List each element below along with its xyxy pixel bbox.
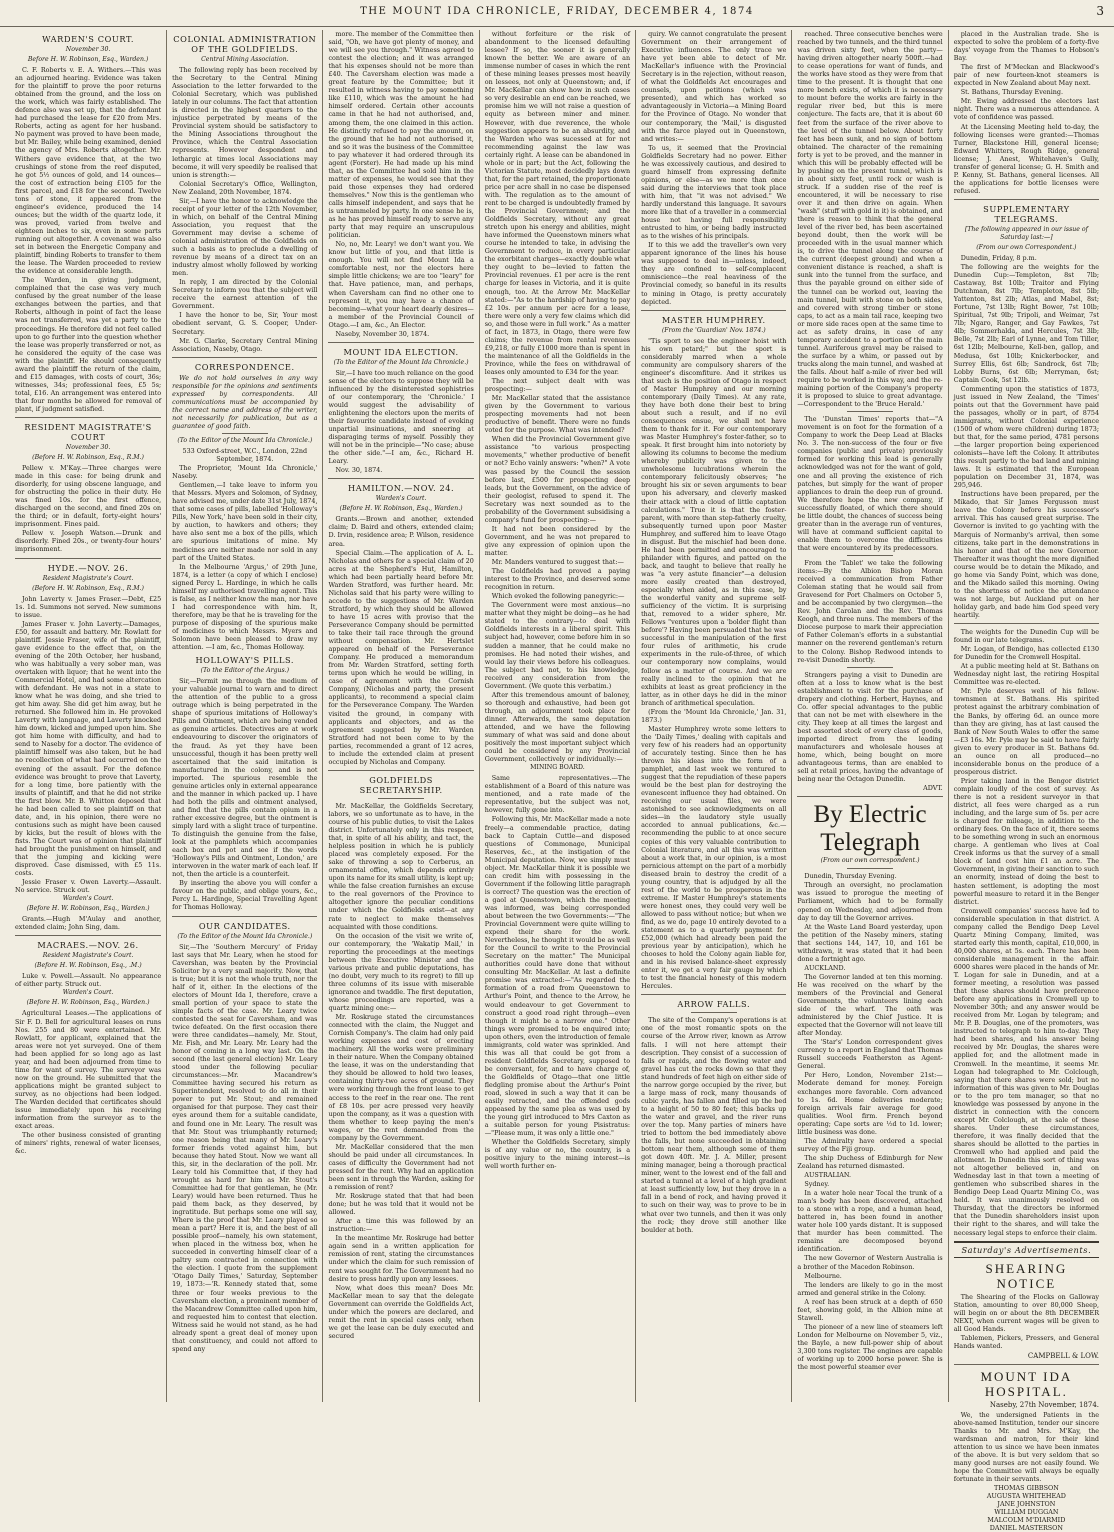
paragraph: Grants.—Hugh M'Aulay and another, extended claim; John Sing, dam. (15, 915, 162, 932)
article-body (172, 677, 317, 911)
ad-body: The Shearing of the Flocks on Galloway Station, amounting to over 80,000 Sheep, will begin on or about the 8th DECEMBER NEXT, when current wages will be given to all Good Hands. (953, 1292, 1100, 1333)
letter-salutation: The Proprietor, 'Mount Ida Chronicle,' Naseby. (172, 464, 318, 481)
article-body (172, 66, 317, 353)
column-7 (948, 30, 1104, 1532)
ad-signature: CAMPBELL & LOW. (1027, 1351, 1100, 1360)
divider (15, 558, 161, 559)
ad-body: Tablemen, Pickers, Pressers, and General Hands wanted. (953, 1333, 1100, 1350)
paragraph: Melbourne. (804, 1271, 842, 1280)
paragraph: In the Melbourne 'Argus,' of 29th June, 1874, is a letter (a copy of which I enclose) signed Percy L. Hardinge, in which he calls himself my authorised travelling agent. This is false, as I neither know the man, nor have I had correspondence with him. It, therefore, may be that he is traveling for the purpose of disposing of the spurious make of medicines to which Messrs. Myers and Solomon have been pleased to draw my attention. —I am, &c., Thomas Holloway. (172, 562, 318, 652)
paragraph: On the occasion of the visit we write of, our contemporary, the 'Wakatip Mail,' in reporting the proceedings at the meetings between the Executive Minister and the various private and public deputations, has (no doubt, very much to its regret) to fill up three columns of its issue with miserable ignorance and twaddle. The first deputation, whose proceedings are reported, was a quartz mining one:— (328, 931, 474, 1013)
paragraph: Mr. Roskruge stated that that had been done; but he was told that it would not be allowed. (328, 1192, 474, 1217)
paragraph: I have the honor to be, Sir, Your most obedient servant, G. S. Cooper, Under-Secretary. (172, 311, 318, 336)
subheading: MINING BOARD. (530, 764, 585, 772)
paragraph: A reef has been struck at a depth of 650 feet, showing gold, in the Albion mine at Stawell. (797, 1297, 943, 1322)
paragraph: In the meantime Mr. Roskruge had better again send in a written application for remission of rent, stating the circumstances under which the claim for such remission of rent was sought for. The Government had no desire to press hardly upon any lessees. (328, 1234, 474, 1283)
paragraph: Special Claim.—The application of A. L. Nicholas and others for a special claim of 20 acres at the Shepherd's Hut, Hamilton, which had been partially heard before Mr. Warden Stratford, was further heard. Mr. Nicholas said that his party were willing to accede to the suggestions of Mr. Warden Stratford, by which they should be allowed to have 15 acres with proviso that the Perseverance Company should be permitted to take their tail race through the ground without compensation. Mr. Hertslet appeared on behalf of the Perseverance Company. He produced a memorandum from Mr. Warden Stratford, setting forth terms upon which he would be willing, in case of agreement with the Cornish Company, (Nicholas and party, the present applicants), to recommend a special claim for the Perseverance Company. The Warden visited the ground, in company with applicants and objectors, and as the agreement suggested by Mr. Warden Stratford had not been come to by the parties, recommended a grant of 12 acres, to include the extended claim at present occupied by Nicholas and Company. (328, 548, 474, 766)
article-body (328, 369, 473, 475)
paragraph: The following are the weights for the Dunedin Cup:—Templeton, 8st 7lb; Castaway, 8st 10lb; Traitor and Flying Dutchman, 8st 7lb; Templeton, 8st 5lb; Yattenton, 8st 2lb; Atlas, and Mabel, 8st; Fortune, 7st 13lb; Right Bower, 7st 10lb; Spiritual, 7st 9lb; Tripoli, and Weimar, 7st 7lb; Ngaro, Ranger, and Gay Fawkes, 7st 4lb; Sommerhalda, and Hercules, 7st 3lb; Belle, 7st 2lb; Earl of Lynne, and Tom Tiller, 6st 12lb; Melbourne, Kell-ben, gallop, and Medusa, 6st 10lb; Knickerbocker, and Surrey Ellis, 6st 6lb; Sandrock, 6st 7lb; Lobby Burns, 6st 6lb; Merryman, 6st; Captain Cook, 5st 12lb. (953, 262, 1100, 384)
paragraph: Mr. MacKellar, the Goldfields Secretary, labors, we so unfortunate as to have, in the course of his public duties, to visit the Lakes district. Unfortunately only in this respect, that, in spite of all his ability, and tact, the helpless position in which he is publicly placed was completely exposed. For the sake of throwing a sop to Cerberus, an ornamental office, which depends entirely upon its name for its small utility, is kept up; while the false creation furnishes an excuse to the real governors of the Province to altogether ignore the peculiar conditions under which the Goldfields exist—at any rate to neglect to make themselves acquainted with those conditions. (328, 801, 474, 931)
paragraph: The Government were most anxious—no matter what they might be doing—as he had stated to the contrary—to deal with Goldfields interests in a liberal spirit. This subject had, however, come before him in so sudden a manner, that he could make no promises. He had noted their wishes, and would lay their views before his colleagues. The subject had not, to his knowledge, received any consideration from the Government. (We quote this verbatim.) (484, 601, 631, 690)
page-number: 3 (1096, 4, 1104, 18)
paragraph: Whether the Goldfields Secretary, simply is of any value or no, the country, is a positive injury to the mining interest—is well worth further en- (484, 1138, 631, 1171)
paragraph: The Goldfields had proved a paying interest to the Province, and deserved some recognition in return. (484, 567, 631, 592)
signature-name: WILLIAM DUGGAN (994, 1508, 1059, 1517)
hospital-title: MOUNT IDA HOSPITAL. (980, 1368, 1073, 1399)
letter-header: (To the Editor of the Mount Ida Chronicle.) (333, 358, 469, 366)
article-body (15, 595, 161, 895)
paragraph: The pioneer of a new line of steamers left London for Melbourne on November 5, viz., the Bayle, a new full-power ship of about 3,300 tons register. The engines are capable of working up to 2000 horse power. She is the most powerful steamer ever (797, 1322, 943, 1372)
bench-line: Before H. W. Robinson, Esq., Warden.) (27, 56, 149, 63)
article-body (328, 515, 473, 765)
paragraph: Agricultural Leases.—The applications of Sir F. D. Bell for agricultural leases on runs Nos. 255 and 80 were entertained. Mr. Rowlatt, for applicant, explained that the areas were not yet surveyed. One of them had been applied for so long ago as last year, and had been adjourned from time to time for want of survey. The surveyor was now on the ground. He submitted that the applications might be granted subject to survey, as no objections had been lodged. The Warden decided that certificates should issue immediately upon his receiving information from the surveyor as to the exact areas. (15, 1009, 162, 1131)
paragraph: Same representatives.—The establishment of a Board of this nature was mentioned, and a rate made of the representative, but the subject was not, however, fully gone into. (484, 774, 631, 815)
paragraph: Commenting upon the statistics of 1873, just issued in New Zealand, the 'Times' points out that the Government have paid the passages, wholly or in part, of 8754 immigrants, without Colonial experience (1500 of whom were children) during 1873; but that, for the same period, 4781 persons—the larger proportion being experienced colonists—have left the Colony. It attributes this result partly to the bad land and mining laws. It is estimated that the European population on December 31, 1874, was 295,946. (953, 384, 1100, 490)
article-body (15, 972, 161, 988)
divider (954, 199, 1099, 200)
paragraph: Jessie Fraser v. Owen Laverty.—Assault. No service. Struck out. (15, 878, 162, 895)
divider (328, 478, 473, 479)
article-body (172, 481, 317, 651)
wardens-court-heading: WARDEN'S COURT. (42, 34, 135, 44)
paragraph: After a time this was followed by an instruction:— (328, 1217, 474, 1234)
article-body (172, 943, 317, 1353)
paragraph: James Fraser v. John Laverty.—Damages, £50, for assault and battery. Mr. Rowlatt for plaintiff. Jessie Fraser, wife of the plaintiff, gave evidence to the effect that, on the evening of the 20th October, her husband, who was habitually a very sober man, was overtaken with liquor; that he went into the Commercial Hotel, and had some altercation with defendant. He was not in a state to know what he was doing, and she tried to get him away. She did get him away, but he returned. She followed him in. He provoked Laverty with language, and Laverty knocked him down, kicked and jumped upon him. She got him home with difficulty, and had to send to Naseby for a doctor. The evidence of plaintiff himself was also taken, but he had no recollection of what had occurred on the evening of the assault. For the defence evidence was brought to prove that Laverty, for a long time, bore patiently with the insults of plaintiff, and that he did not strike the first blow. Mr. B. Whitton deposed that he had been called to see plaintiff on that date, and, in his opinion, there were no contusions such as might have been caused by kicks, but the result of blows with the fists. The Court was of opinion that plaintiff had brought the punishment on himself, and that the jumping and kicking were disproved. Case dismissed, with £5 11s. costs. (15, 619, 162, 878)
article-body (328, 30, 473, 338)
divider (641, 310, 786, 311)
dateline: November 30. (65, 444, 111, 452)
signatures (954, 1484, 1099, 1532)
election-heading: MOUNT IDA ELECTION. (343, 346, 459, 357)
paragraph: Following this, Mr. MacKellar made a note freely—a commendable practice, dating back to Captain Cuttle—and disposed questions of Commonage, Municipal Reserves, &c., at the instigation of the Municipal deputation. Now, we simply must object. Mr. MacKellar think it is possible we can credit him with possessing in the Government if the following little paragraph is correct? The question was the erection of a gaol at Queenstown, which the meeting was informed, was being corresponded about between the two Governments:—"The Provincial Government were quite willing to expend their share for the work. Nevertheless, he thought it would be as well for the Council to write to the Provincial Secretary on the matter." The Municipal authorities could have done that without consulting Mr. MacKellar. At last a definite promise was extracted:—"As regarded the formation of a road from Queenstown to Arthur's Point, and thence to the Arrow, he would endeavour to get Government to construct a good road right through—even though it might be a narrow one." Other things were promised to be enquired into; upon others, even the introduction of female immigrants, cold water was sprinkled. And this was all that could be got from a resident Goldfields Secretary, supposed to be conversant, for, and to have charge of, the Goldfields of Otago—that one little fledgling promise about the Arthur's Point road, slowed in such a way that it can be easily retracted, and the offended gods appeased by the same plea as was used by the young girl introduced to Mrs Caxton as a suitable person for young Pisistratus:—"Please mum, it was only a little one." (484, 815, 631, 1138)
paragraph: Pellew v. Joseph Watson.—Drunk and disorderly. Fined 20s., or twenty-four hours' imprisonment. (15, 529, 162, 554)
divider (328, 342, 473, 343)
news-item: Strangers paying a visit to Dunedin are often at a loss to know what is the best establishment to visit for the purchase of drapery and clothing. Herbert, Haynes, and Co. offer special advantages to the public that can not be met with elsewhere in the city. They keep at all times the largest and best assorted stock of every class of goods, imported direct from the leading manufacturers and wholesale houses at home, which, being bought on more advantageous terms, than are enabled to sell at retail prices, having the advantage of being near the Octagon Dunedin. (797, 670, 943, 784)
paragraph: The following reply has been received by the Secretary to the Central Mining Association to the letter forwarded to the Colonial Secretary, which was published lately in our columns. The fact that attention is directed in the highest quarters to the injustice perpetrated by means of the Provincial system should be satisfactory to the Mining Associations throughout the Province, which the Central Association represents. However despondent and lethargic at times local Associations may become, it will very speedily be realised that union is strength:— (172, 66, 318, 179)
paragraph: To us, it seemed that the Provincial Goldfields Secretary had no power. Either he was excessively cautious, and desired to guard himself from expressing definite opinions, or else—as we more than once said during the interviews that took place with him, that "it was not advised." We hardly understand this language. It savours more like that of a traveller in a commercial house not having full responsibility entrusted to him, or being badly instructed as to the wishes of his principals. (641, 143, 787, 241)
divider (954, 1364, 1099, 1365)
source-line: (From the 'Guardian' Nov. 1874.) (661, 326, 766, 334)
paragraph: (From the 'Mount Ida Chronicle,' Jan. 31, 1873.) (641, 707, 787, 724)
bench-line: (Before H. W. Robinson, Esq., Warden.) (26, 999, 150, 1007)
news-item: The 'Dunstan Times' reports that—"A movement is on foot for the formation of a Company to work the Deep Lead at Blacks No. 3. The non-success of the four or five companies (public and private) previously formed for working this lead is generally acknowledged was not for the want of gold, one and all proving the existence of rich patches, but simply for the want of proper appliances to drain the deep run of ground. We therefore hope the new company, if successfully floated, of which there should be little doubt, the chances of success being greater than in the average run of ventures, will have at command sufficient capital to enable them to overcome the difficulties that were encountered by its predecessors. (797, 415, 943, 552)
divider (15, 935, 161, 936)
paragraph: Mr. Roskruge stated the circumstances connected with the claim, the Nugget and Cornish Company's. The claim had only paid working expenses and cost of erecting machinery. All the works were preliminary in their nature. When the Company obtained the lease, it was on the understanding that they should be allowed to hold two leases, containing thirty-two acres of ground. They were working through the front lease to get access to the reef in the rear one. The rent of £8 10s. per acre pressed very heavily upon the company, as it was a question with them whether to keep paying the men's wages, or the rent demanded from the company by the Government. (328, 1013, 474, 1142)
columns (10, 30, 1104, 1532)
article-body (485, 774, 630, 1170)
paragraph: Dunedin, Thursday Evening. (804, 872, 897, 881)
news-item: From the 'Tablet' we take the following items:—By the Albion Bishop Moran received a communication from Father Coleman stating that he would sail from Gravesend for Port Chalmers on October 5, and be accompanied by two clergymen—the Rev. John Carolan and the Rev. Thomas Keogh, and three nuns. The members of the Diocese purpose to mark their appreciation of Father Coleman's efforts in a substantial manner on the reverend gentleman's return to the Colony. Bishop Redwood intends to re-visit Dunedin shortly. (797, 559, 943, 664)
paragraph: By inserting the above you will confer a favour on the public, and oblige yours, &c., Percy L. Hardinge, Special Travelling Agent for Thomas Holloway. (172, 879, 318, 912)
local-notes (954, 628, 1099, 1237)
ads-banner (954, 1241, 1099, 1258)
paragraph: At the Waste Land Board yesterday, upon the petition of the Naseby miners, stating that sections 144, 147, 10, and 161 be withdrawn, it was stated that it had been done a fortnight ago. (797, 922, 943, 963)
paragraph: reached. Three consecutive benches were reached by two tunnels, and the third tunnel was driven sixty feet, when the party—having driven altogether nearly 500ft.—had to cease operations for want of funds, and the works have stood as they were from that time to the present. It is thought that one more bench exists, of which it is necessary to mount before the works are fairly in the regular river bed, but this is mere conjecture. The facts are, that it is about 60 feet from the surface of the river above to the level of the tunnel below. About forty feet has been sunk, and no sign of bottom obtained. The character of the remaining forty is yet to be proved, and the manner in which this will be probably effected will be by pushing on the present tunnel, which is in about sixty feet, until rock or wash is struck. If a sudden rise of the reef is encountered, it will be necessary to rise over it and then drive on again. When "wash" (stuff with gold in it) is obtained, and there is reason to think that the general level of the river bed, has been ascertained beyond doubt, then the work will be proceeded with in the usual manner which is, to drive the tunnel along the course of the current (deepest ground) and when a convenient distance is reached, a shaft is sunk into the tunnel from the surface, and thus the payable ground on either side of the tunnel can be worked out, leaving the main tunnel, built with stone on both sides, and covered with strong timber or stone caps, to act as a main tail race, keeping two or more side races open at the same time to act as safety drains, in case of any temporary accident to a portion of the main tunnel. Auriferous gravel may be raised to the surface by a whim, or passed out by trucks along the main tunnel, and washed at the falls. About half a-mile of river bed will require to be worked in this way, and the re-maining portion of the Company's property it is proposed to sluice to great advantage.—Correspondent to the 'Bruce Herald.' (797, 30, 943, 409)
divider (691, 1012, 737, 1013)
paragraph: In a water hole near Tocal the trunk of a man's body has been discovered, attached to a stone with a rope, and a human head, battered in, has been found in another water hole 100 yards distant. It is supposed that murder has been committed. The remains are decomposed beyond identification. (797, 1189, 943, 1254)
paragraph: At a public meeting held at St. Bathans on Wednesday night last, the retiring Hospital Committee was re-elected. (953, 662, 1100, 687)
masthead-title: THE MOUNT IDA CHRONICLE, FRIDAY, DECEMBER 4, 1874 (360, 6, 754, 17)
bench-line: (Before H. W. Robinson, Esq., R.M.) (32, 454, 144, 462)
colonial-heading: COLONIAL ADMINISTRATION OF THE GOLDFIELDS. (173, 34, 317, 54)
paragraph: Mr. MacKellar stated that the assistance given by the Government to various prospecting movements had not been productive of benefit. There were no funds voted for the purpose. What was intended? (484, 394, 631, 435)
rm-court-heading: RESIDENT MAGISTRATE'S COURT (24, 422, 152, 443)
paragraph: Master Humphrey wrote some letters to the 'Daily Times,' dealing with capitals and very few of his readers had an opportunity of accurately testing. Since then he has thrown his ideas into the form of a pamphlet, and last week we ventured to suggest that the repudiation of these papers would be the best plan for destroying the evanescent influence they had obtained. On receiving our usual files, we were astonished to see acknowledgments on all sides—in the laudatory style usually accorded to annual publications, &c.—recommending the public to at once secure copies of this very valuable contribution to Colonial literature, and all this was written about a work that, in our opinion, is a most pernicious attempt on the part of a morbidly diseased brain to destroy the credit of a young country, that is adjudged by all the rest of the world to be prosperous in the extreme. If Master Humphrey's statements were honest ones, they could very well be allowed to pass without notice; but when we find, as we do, page 10 entirely devoted to a statement as to a quarterly payment for £52,000 (which had already been paid the previous year by anticipation), which he chooses to hold the Colony again liable for, and in his revised balance-sheet expressly enter it, we get a very fair gauge by which to test the financial honesty of this modern Hercules. (641, 724, 787, 991)
hospital-advertisement (954, 1369, 1099, 1532)
paragraph: Mr. Manders ventured to suggest that:— (491, 558, 624, 567)
paragraph: Sir,—I have the honor to acknowledge the receipt of your letter of the 12th November, in which, on behalf of the Central Mining Association, you request that the Government may devise a scheme of colonial administration of the Goldfields on such a basis as to preclude a dwelling of revenue by means of a direct tax on an industry almost wholly followed by working men. (172, 196, 318, 278)
paragraph: The Warden, in giving judgment, complained that the case was very much confused by the great number of the lease exchanges between the parties, and that Roberts, although in point of fact the lease was not transferred, was yet a party to the proceedings. He therefore did not feel called upon to go further into the question whether the lease was properly transferred or not, as he considered the equity of the case was with the plaintiff. He should consequently award the plaintiff the return of the claim, and £15 damages, with costs of court, 36s; witnesses, 34s; professional fees, £5 5s; total, £16. An arrangement was entered into that four months be allowed for removal of plant, if judgment satisfied. (15, 276, 162, 413)
bench-line: (Before H. W. Robinson, Esq., R.M.) (32, 584, 144, 592)
paragraph: AUSTRALIAN. (804, 1171, 852, 1179)
advt-mark: ADVT. (923, 784, 943, 793)
court-name: Resident Magistrate's Court. (42, 952, 134, 960)
subheading: Central Mining Association. (201, 56, 289, 63)
humphrey-heading: MASTER HUMPHREY. (661, 314, 766, 325)
article-body (15, 1009, 161, 1155)
bench-line: (Before H. W. Robinson, Esq., Warden.) (339, 505, 463, 513)
paragraph: Cromwell companies' success have led to considerable speculation in that district. A company called the Bendigo Deep Level Quartz Mining Company, limited, was started early this month, capital, £10,000, in 40,000 shares, at 5s. each. There has been considerable management in the affair. 6000 shares were placed in the hands of Mr. T. Logan for sale in Dunedin, and at a former meeting, a resolution was passed that these shares should have preference before any applications in Cromwell up to November 30th; and any answer would be received from Mr. Logan by telegram; and Mr. P. B. Douglas, one of the promoters, was instructed to telegraph to him to-day. They had been shares, and his answer being received by Mr. Douglas, the shares were applied for, and the allotment made in Cromwell. In the meantime, it seems Mr. Logan had telegraphed to Mr. Colclough, saying that there shares were sold; but no information of this was given to Mr. Douglas or to the pro tem manager, so that no knowledge was possessed by anyone in the district in connection with the concern except Mr. Colclough, at the sale of these shares. Under these circumstances, therefore, it was finally decided that the shares should be allotted to the parties in Cromwell who had applied and paid the allotment. In Dunedin this sort of thing was not altogether believed in, and on Wednesday last in that town a meeting of gentlemen who subscribed shares in the Bendigo Deep Lead Quartz Mining Co., was held. It was unanimously resolved on Thursday, that the directors be informed that the Dunedin shareholders insist upon their right to the shares, and will take the necessary legal steps to enforce their claim. (953, 906, 1100, 1237)
paragraph: After this tremendous amount of baloney, so thorough and exhaustive, had been got through, an adjournment took place for dinner. Afterwards, the same deputation attended, and we have the following summary of what was said and done about positively the most important subject which could be considered by any Provincial Government, collectively or individually:— (484, 690, 631, 764)
paragraph: Mr. Logan, of Bendigo, has collected £130 for Dunedin for the Cromwell Hospital. (953, 645, 1100, 662)
bench-line: (Before H. W. Robinson, Esq., Warden.) (26, 905, 150, 913)
divider (222, 433, 268, 434)
paragraph: "Tis sport to see the engineer hoist with his own petard;" but the sport is considerably marred when a whole community are compulsory sharers of the engineer's discomfiture. And it strikes us that such is the position of Otago in respect of Master Humphrey and our morning contemporary (Daily Times). At any rate, they have both done their best to bring about such a result, and if no evil consequences ensue, we shall not have them to thank for it. For our contemporary was Master Humphrey's foster-father, so to speak. It first brought him into notoriety by allowing its columns to become the medium whereby publicity was given to the unwholesome lucubrations wherein the contemporary felicitously observes; "he brought his six or seven arguments to bear upon his adversary, and cleverly masked their attack with a cloud of little captation calculations." True it is that the foster-parent, with more than step-fatherly cruelty, subsequently turned upon poor Master Humphrey, and suffered him to leave Otago in disgust. But the mischief had been done. He had been permitted and encouraged to philander with figures, and patted on the back, and taught to believe that really he was "a very astute financier"—a delusion more easily created than destroyed, especially when aided, as in this case, by the wonderful vanity and supreme self-sufficiency of the victim. It is surprising that, removed to a wider sphere, Mr. Fellows "ventures upon a 'bolder flight than before'? Having been persuaded that he was successful in the manipulation of the first four rules of arithmetic, his crude experiments in the rule-of-three, of which our contemporary now complains, would follow as a matter of course. And we are really inclined to the opinion that he exhibits at least as great proficiency in the latter, as in other days he did in the minor branch of arithmetical speculation. (641, 336, 787, 707)
divider (954, 623, 1099, 624)
column-5 (635, 30, 791, 1402)
paragraph: quiry. We cannot congratulate the present Government on their arrangement of Executive influences. The only trace we have yet been able to detect of Mr. MacKellar's influence with the Provincial Secretary is in the rejection, without reason, of what the Goldfields Act encourages and counsels, upon petitions (which was presented), and which has worked so advantageously in Victoria—a Mining Board for the Province of Otago. No wonder that our contemporary, the 'Mail,' is disgusted with the farce played out in Queenstown, and writes:— (641, 30, 787, 143)
paragraph: Gentlemen,—I take leave to inform you that Messrs. Myers and Solomon, of Sydney, have advised me, under date 31st July, 1874, that some cases of pills, labelled 'Holloway's Pills, New York,' have been sold in their city, by auction, to hawkers and others; they have also sent me a box of the pills, which are spurious imitations of mine. My medicines are neither made nor sold in any part of the United States. (172, 481, 318, 562)
divider (172, 916, 317, 917)
paragraph: John Laverty v. James Fraser.—Debt, £25 1s. 1d. Summons not served. New summons to issue. (15, 594, 162, 619)
paragraph: Sir,—I have too much reliance on the good sense of the electors to suppose they will be influenced by the disinterested sophistries of our contemporary, the 'Chronicle.' I would suggest the advisability of enlightening the electors upon the merits of their favourite candidate instead of evoking unpartial insinuations, and sneering at disparaging terms of myself. Possibly they will not be in the principle—"No case; abuse the other side."—I am, &c., Richard H. Leary. (328, 368, 474, 466)
signature-name: DANIEL MASTERSON (989, 1524, 1064, 1532)
masthead (0, 0, 1114, 27)
ad-dateline: Naseby, 27th November, 1874. (989, 1400, 1100, 1409)
divider (641, 994, 786, 995)
divider (15, 417, 161, 418)
column-2 (166, 30, 322, 1402)
paragraph: No, no, Mr. Leary! we don't want you. We know but little of you, and that little is enough. You will not find Mount Ida a comfortable nest, nor the electors here simple little chickens; we are too "leary" for that. Have patience, man, and perhaps, when Caversham can find no other one to represent it, you may have a chance of becoming—what your heart dearly desires—a member of the Provincial Council of Otago.—I am, &c., An Elector. (328, 240, 474, 329)
bench-line: (Before H. W. Robinson, Esq., .M.) (34, 962, 142, 970)
shearing-advertisement (954, 1261, 1099, 1360)
supplementary-heading: SUPPLEMENTARY TELEGRAMS. (983, 203, 1070, 224)
divider (797, 796, 942, 797)
paragraph: In reply, I am directed by the Colonial Secretary to inform you that the subject will receive the earnest attention of the Government. (172, 278, 318, 311)
paragraph: The Governor landed at ten this morning. He was received on the wharf by the members of the Provincial and General Governments, the volunteers lining each side of the wharf. The oath was administered by the Chief Justice. It is expected that the Governor will not leave till after Monday. (797, 972, 943, 1038)
paragraph: Dunedin, Friday, 8 p.m. (960, 253, 1037, 262)
letter-address: 533 Oxford-street, W.C., London, 22nd September, 1874. (182, 446, 308, 464)
signature-name: JANE JOHNSTON (997, 1500, 1056, 1509)
article-body (797, 872, 942, 1371)
column-4 (479, 30, 635, 1402)
paragraph: At the Licensing Meeting held to-day, the following licenses were granted:—Thomas Turner, Blackstone Hill, general license; Edward Whitters, Rough Ridge, general license; J. Anest, Whitehaven's Gully, transfer of general license; G. H. Smith and P. Kenny, St. Bathans, general licenses. All the applications for bottle licenses were refused. (953, 122, 1100, 195)
paragraph: Luke v. Powell.—Assault. No appearance of either party. Struck out. (15, 972, 162, 989)
article-body (328, 802, 473, 1340)
article-body (641, 337, 786, 991)
paragraph: The first of M'Meckan and Blackwood's pair of new fourteen-knot steamers is expected in New Zealand about May next. (953, 63, 1100, 88)
paragraph: The other business consisted of granting of miners' rights, renewal of water licenses, &c. (15, 1131, 162, 1156)
paragraph: Sir,—The 'Southern Mercury' of Friday last says that Mr. Leary, when he stood for Cavershan, was beaten by the Provincial Solicitor by a very small majority. Now, that is true; but it is not the whole truth, nor the half of it, either. In the elections of the electors of Mount Ida I, therefore, crave a small portion of your space to state the simple facts of the case. Mr. Leary twice contested the seat for Caversham, and was twice defeated. On the first occasion there were three candidates—namely, Mr. Stout, Mr. Fish, and Mr. Leary. Mr. Leary had the honor of coming in a long way last. On the second (the last general election) Mr. Leary stood under the following peculiar circumstances:—Mr. Macandrew's Committee having secured his return as Superintendent, resolved to do all in their power to put Mr. Stout; and remained organised for that purpose. They cast their eyes around them for a suitable candidate, and found one in Mr. Leary. The result was that Mr. Stout was triumphantly returned; one reason being that many of Mr. Leary's former friends voted against him, but because they hated Stout. Now we want all this, sir, in the declaration of the poll. Mr. Leary told his Committee that, if they had wrought as hard for him as Mr. Stout's Committee had for that gentleman, he (Mr. Leary) would have been returned. Thus he paid them back, as they deserved, by ingratitude. But perhaps some one will say, Where is the proof that Mr. Leary played so mean a part? Here it is, and the best of all possible proof—namely, his own statement, when placed in the witness box, when he succeeded in converting himself clear of a paltry sum contracted in connection with the election. I quote from the supplement 'Otago Daily Times,' Saturday, September 19, 1873:—'R. Kennedy stated that, some three or four weeks previous to the Caversham election, a prominent member of the Macandrew Committee called upon him, and requested him to contest that election. Witness said he would not stand, as he had already spent a great deal of money upon that constituency, and could not afford to spend any (172, 942, 318, 1353)
telegraph-heading: By Electric Telegraph (813, 801, 927, 857)
divider (847, 411, 893, 412)
paragraph: Naseby, November 30, 1874. (335, 329, 430, 338)
paragraph: The lenders are likely to go in the most armed and general strike in the Colony. (797, 1280, 943, 1297)
article-body (641, 30, 786, 306)
article-body (15, 915, 161, 931)
paragraph: AUCKLAND. (804, 963, 846, 972)
divider (328, 770, 473, 771)
paragraph: The new Governor of Western Australia is a brother of the Macedon Robinson. (797, 1254, 943, 1271)
paragraph: The ship Duchess of Edinburgh for New Zealand has returned dismasted. (797, 1153, 943, 1170)
paragraph: Instructions have been prepared, per the Mikado, that Sir James Fergusson must leave the Colony before his successor's arrival. This has caused great surprise. The Governor is invited to go yachting with the Marquis of Normanby's arrival, then some citizens, take part in the demonstrations in his honor and that of the new Governor. Thereafter it was thought the more dignified course would be to detain the Mikado, and go home via Sandy Point, which was done, and the Mikado sailed this morning. Owing to the shortness of notice the attendance was not large, but Auckland put on her holiday garb, and bade him God speed very heartily. (953, 490, 1100, 619)
paragraph: Through an oversight, no proclamation was issued to prorogue the meeting of Parliament, which had to be formally opened on Wednesday, and adjourned from day to day till the Governor arrives. (797, 881, 943, 922)
divider (847, 868, 893, 869)
divider (847, 667, 893, 668)
paragraph: C. F. Roberts v. E. A. Withers.—This was an adjourned hearing. Evidence was taken for the plaintiff to prove the poor returns obtained from the ground, and the loss on the work, which was fairly established. The defence also was set up, that the defendant had purchased the lease for £20 from Mrs. Roberts, acting as agent for her husband. No payment was proved to have been made, but Mr. Bailey, while being examined, denied the agency of Mrs. Roberts altogether. Mr. Withers gave evidence that, at the two crushings of stone from the reef disputed, he got 5½ ounces of gold, and 14 ounces—the cost of extraction being £105 for the first parcel, and £18 for the second. Twelve tons of stone, it appeared from the engineer's evidence, produced the 14 ounces; but the width of the quartz lode, it was proved, varied from twelve and eighteen inches to six, even in some parts running out altogether. A covenant was also set in between the Energetic Company and plaintiff, binding Roberts to transfer to them the lease. The Warden proceeded to review the evidence at considerable length. (15, 66, 162, 276)
article-body (954, 254, 1099, 619)
paragraph: Per Hero, London, November 21st:—Moderate demand for money. Foreign exchanges more favorable. Corn advanced to 1s. 6d. Home deliveries moderate; foreign arrivals fair average for good qualities. Wool firm. French beyond operating; Cape sorts are ½d to 1d. lower; little business was done. (797, 1071, 943, 1136)
letter-header: (To the Editor of the Mount Ida Chronicle.) (177, 436, 313, 444)
arrow-heading: ARROW FALLS. (677, 999, 751, 1010)
paragraph: Prior taking land in the Bengor district complain loudly of the cost of survey. As there is not a resident surveyor in that district, all fees were charged as a run including, and the large sum of 5s. per acre is charged for mileage, in addition to the ordinary fees. On the face of it, there seems to be something wrong in such an enormous charge. A gentleman who lives at Coal Creek informs us that the survey of a small block of land cost him £1 an acre. The Government, in giving their sanction to such an enormity, instead of doing the best to hasten settlement, is adopting the most powerful measure to retard it in the Benger district. (953, 776, 1100, 906)
divider (378, 798, 424, 799)
hamilton-heading: HAMILTON.—NOV. 24. (347, 483, 455, 494)
article-body (15, 464, 161, 554)
paragraph: If to this we add the traveller's own very apparent ignorance of the lines his house was supposed to deal in—unless, indeed, they are confined to self-complacent omniscience—the real heaviness of the Provincial comedy, so baneful in its results to mining in Otago, is pretty accurately depicted. (641, 241, 787, 306)
hyde-heading: HYDE.—NOV. 26. (47, 562, 129, 573)
ads-heading: Saturday's Advertisements. (961, 1244, 1092, 1255)
candidates-heading: OUR CANDIDATES. (198, 920, 291, 931)
paragraph: Colonial Secretary's Office, Wellington, New Zealand, 20th November, 1874. (172, 179, 318, 196)
paragraph: Mr. Ewing addressed the electors last night. There was a numerous attendance. A vote of confidence was passed. (953, 97, 1100, 122)
paragraph: Pellew v. M'Kay.—Three charges were made in this case: for being drunk and disorderly, for using obscene language, and for obstructing the police in their duty. He was fined 10s. for the first offence, discharged on the second, and fined 20s on the third; or in default, forty-eight hours' imprisonment. Fines paid. (15, 464, 162, 529)
paragraph: Now, what does this mean? Does Mr. MacKellar mean to say that the delegate Government can override the Goldfields Act, under which the powers are declared, and remit the rent in special cases only, when we get the lease can be duly executed and secured (328, 1283, 474, 1340)
signature-name: MALCOLM M'DIARMID (987, 1516, 1066, 1525)
paragraph: Which evoked the following panegyric:— (491, 592, 625, 601)
court-name: Warden's Court. (62, 895, 114, 903)
source-line: (From our own correspondent.) (820, 857, 920, 865)
editorial-note: [The following appeared in our issue of Saturday last:—] (964, 225, 1088, 241)
paragraph: St. Bathans, Thursday Evening. (960, 88, 1064, 97)
article-body (641, 1016, 786, 1233)
paragraph: The weights for the Dunedin Cup will be found in our late telegrams. (953, 628, 1100, 645)
article-body (485, 30, 630, 763)
ad-body: We, the undersigned Patients in the above-named Institution, tender our sincere Thanks to Mr. and Mrs. M'Kay, the wardsman and matron, for their kind attention to us since we have been inmates of the above. It is but very seldom that so many good nurses are not easily found. We hope the Committee will always be equally fortunate in their servants. (953, 1410, 1100, 1484)
paragraph: The Admiralty have ordered a special survey of the Fiji group. (797, 1136, 943, 1153)
paragraph: The 'Star's' London correspondent gives currency to a report in England that Thomas Russell succeeds Featherston as Agent-General. (797, 1038, 943, 1071)
divider (847, 555, 893, 556)
letter-header: (To the Editor of the Argus.) (200, 667, 290, 675)
article-body (797, 30, 942, 408)
secretaryship-heading: GOLDFIELDS SECRETARYSHIP. (359, 774, 443, 795)
paragraph: placed in the Australian trade. She is expected to solve the problem of a forty-five days' voyage from the Thames to Hobson's Bay. (953, 30, 1100, 63)
paragraph: The site of the Company's operations is at one of the most romantic spots on the course of the Arrow river, known as Arrow falls. I will not here attempt their description. They consist of a succession of falls or rapids, and the flowing water and gravel has cut the rocks down so that they stand hundreds of feet high on either side of the narrow gorge occupied by the river, but a large mass of rock, many thousands of cubic yards, has fallen and filled up the bed to a height of 50 to 80 feet; this backs up the water and gravel, and the river runs over the top. Many parties of miners have tried to bottom the bed immediately above the falls, but none succeeded in obtaining bottom near them, although some of them got down 40ft. Mr. J. A. Miller, present mining manager, being a thorough practical miner, went to the lowest end of the fall and started a tunnel at a level of a high gradient at least sufficiently low, but they drove in a fall in a bend of rock, and having proved it to such on their way, was to prove to be in what over two tunnels, and then it was only the rock; they drove still another like boulder at both. (641, 1016, 787, 1234)
source-line: (From our own Correspondent.) (976, 243, 1077, 251)
paragraph: Sir,—Permit me through the medium of your valuable journal to warn and to direct the attention of the public to a gross outrage which is being perpetrated in the shape of spurious imitations of Holloway's Pills and Ointment, which are being vended as genuine articles. Detectives are at work endeavouring to discover the originators of the fraud. As yet they have been unsuccessful, though it has been pretty well ascertained that the said imitation is manufactured in the colony, and is not imported. The spurious resemble the genuine articles only in external appearance and the manner in which packed up. I have had both the pills and ointment analysed, and find that the pills contain opium in a rather excessive degree, but the ointment is simply lard with a slight trace of turpentine. To distinguish the genuine from the false, look at the pamphlets which accompanies each box and pot and see if the words 'Holloway's Pills and Ointment, London,' are interwoven in the water mark of each leaf. If not, then the article is a counterfeit. (172, 677, 318, 879)
paragraph: It had not been considered by the Government, and he was not prepared to give any expression of opinion upon the matter. (484, 524, 631, 557)
court-name: Warden's Court. (62, 989, 114, 997)
court-name: Resident Magistrate's Court. (42, 574, 134, 582)
paragraph: Grants.—Brown and another, extended claim; D. Baird and others, extended claim; D. Irvin, residence area; P. Wilson, residence area. (328, 515, 474, 548)
letter-header: (To the Editor of the Mount Ida Chronicle.) (177, 932, 313, 940)
column-1 (10, 30, 166, 1402)
article-body (15, 66, 161, 413)
signature-name: AUGUSTA WHITEHEAD (986, 1492, 1066, 1501)
article-body (954, 30, 1099, 195)
dateline: November 30. (65, 46, 111, 53)
paragraph: Mr. MacKellar considered that the men should be paid under all circumstances. In cases of difficulty the Government had not pressed for the rent. Why had an application been sent in through the Warden, asking for a remission of rent? (328, 1142, 474, 1192)
paragraph: more. The member of the Committee then said, "Oh, we have got plenty of money, and we will see you through." Witness agreed to contest the election; and it was arranged that his expenses should not be more than £40. The Caversham election was made a great feature by the Committee; but it resulted in witness having to pay something like £110, which was the amount he had himself ordered. Certain other accounts came in that he had not authorised, and, among them, the one claimed in this action. He distinctly refused to pay the amount, on the ground that he had not authorised it, and so it was the business of the Committee to pay whatever it had ordered through its agent (Forster). He had made up his mind that, as the Committee had sold him in the matter of expenses, he would see that they paid those expenses they had ordered themselves." Now this is the gentleman who calls himself independent, and says that he is untrammeled by party. In one sense he is, as he has proved himself ready to serve any party that may require an unscrupulous politician. (328, 30, 474, 240)
divider (172, 357, 317, 358)
paragraph: Nov. 30, 1874. (335, 466, 383, 475)
signature-name: THOMAS GIBBSON (993, 1484, 1059, 1493)
paragraph: The next subject dealt with was prospecting:— (484, 377, 631, 394)
column-6 (791, 30, 947, 1402)
paragraph: without forfeiture or the risk of abandonment to the licensed defaulting lessee? If so, the sooner it is generally known the better. We are aware of an immense number of cases in which the rent of these mining leases presses most heavily on lessees, not only at Queenstown; and, if Mr. MacKellar can show how in such cases so very desirable an end can be reached, we promise him we will not raise a question of equity as between miner and miner. However, with due reverence, the whole suggestion appears to be an absurdity, and the Warden who was sucessed at for not recommending against the law was certainly right. A lease can be abandoned in whole or in part; but the Act, following the Victorian Statute, most decidedly lays down that, for the part retained, the proportionate price per acre shall in no case be dispensed with. The regulation as to the amount of rent to be charged is undoubtedly framed by the Provincial Government; and the Goldfields Secretary, without any great stretch upon his energy and abilities, might have informed the Queenstown miners what course he intended to take, in advising the Government to reduce, in every particular the exorbitant charges—exactly double what they ought to be—levied to fatten the Provincial revenues. £1 per acre is the rent charge for leases in Victoria, and it is quite enough, too. At the Arrow Mr. MacKellar stated:—"As to the hardship of having to pay £2 10s. per annum per acre for a lease, there were only a very few claims which did so, and those were in full work." As a matter of fact, in 1873, in Otago, there were few claims; the revenue from rental revenues £9,218, or fully £1000 more than is spent in the maintenance of all the Goldfields in the Province, while the fees on withdrawal of leases only amounted to £34 for the year. (484, 30, 631, 376)
paragraph: When did the Provincial Government give assistance "to various prospecting movements," whether productive of benefit or not? Echo vainly answers: "when?" A vote was passed by the Council the session before last, £500 for prospecting deep leads, but the Government, on the advice of their geologist, refused to spend it. The Secretary was next sounded as to the probability of the Government subsidising a company's fund for prospecting:— (484, 435, 631, 524)
correspondence-heading: CORRESPONDENCE. (194, 361, 295, 372)
pills-heading: HOLLOWAY'S PILLS. (195, 655, 295, 666)
paragraph: Mr. Pyle deserves well of his fellow-townsmen at St. Bathans. His spirited protest against the arbitrary combination of the Banks, by offering 6d. an ounce more than they are giving, has at last caused the Bank of New South Wales to offer the same—£3 16s. Mr. Pyle may be said to have fairly given to every producer in St. Bathans 6d. an ounce on all produced—no inconsiderable bonus on the produce of a prosperous district. (953, 687, 1100, 776)
macraes-heading: MACRAES.—NOV. 26. (37, 940, 139, 951)
paragraph: Sydney. (804, 1180, 830, 1189)
court-name: Warden's Court. (375, 495, 427, 503)
paragraph: Mr. G. Clarke, Secretary Central Mining Association, Naseby, Otago. (172, 336, 318, 353)
shearing-title: SHEARING NOTICE (985, 1260, 1068, 1291)
editorial-note: We do not hold ourselves in any way responsible for the opinions and sentiments expressed by correspondents. All communications must be accompanied by the correct name and address of the writer, not necessarily for publication, but as a guarantee of good faith. (172, 373, 318, 430)
column-3 (322, 30, 478, 1402)
